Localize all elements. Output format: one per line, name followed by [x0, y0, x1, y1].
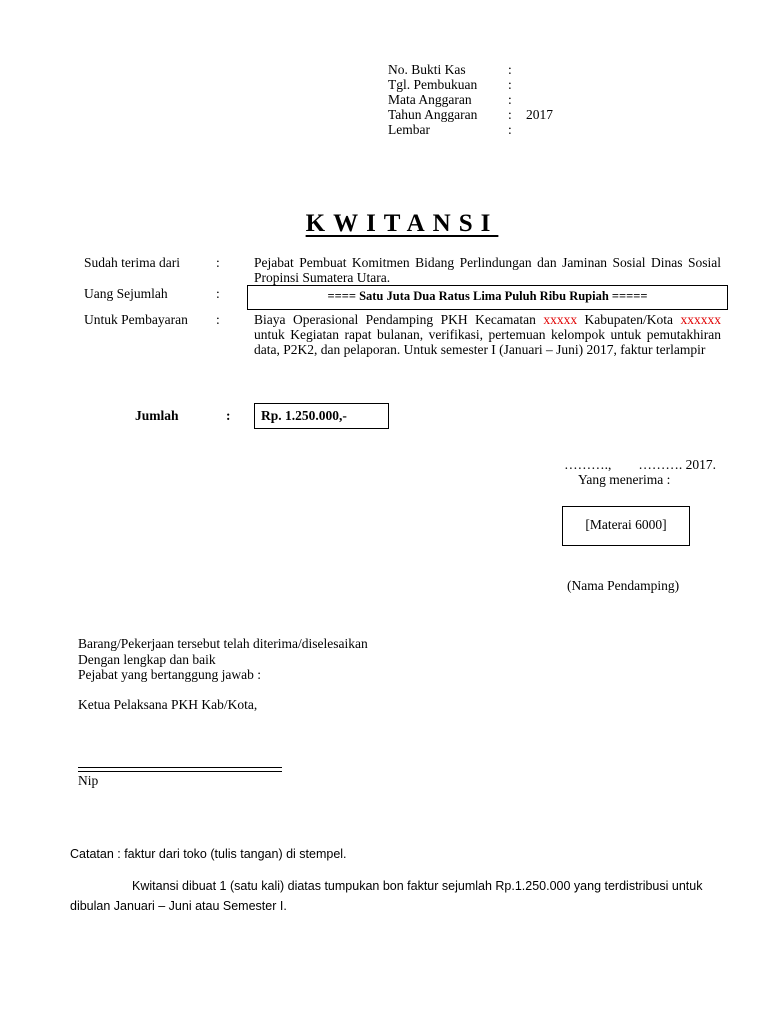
meta-label: No. Bukti Kas: [388, 62, 466, 77]
signature-line: [78, 767, 282, 772]
meta-label: Mata Anggaran: [388, 92, 472, 107]
document-title: KWITANSI: [305, 210, 499, 237]
stamp-box: [562, 506, 690, 546]
approver-position: Ketua Pelaksana PKH Kab/Kota,: [78, 697, 258, 712]
purpose-text-part: Kabupaten/Kota: [577, 312, 681, 327]
date-line: ………., ………. 2017.: [564, 457, 716, 472]
total-amount-box: [254, 403, 389, 429]
purpose-text-part: Biaya Operasional Pendamping PKH Kecamatan: [254, 312, 544, 327]
purpose-text-part: untuk Kegiatan rapat bulanan, verifikasi, pertemuan kelompok untuk pemutakhiran data, P2K2, dan pelaporan. Untuk semester I (Januari – Juni) 2017, faktur terlampir: [254, 327, 721, 357]
note-text: Catatan : faktur dari toko (tulis tangan) di stempel.: [70, 847, 347, 861]
stamp-label: [Materai 6000]: [585, 517, 667, 532]
meta-colon: :: [508, 107, 512, 122]
from-text: Pejabat Pembuat Komitmen Bidang Perlindungan dan Jaminan Sosial Dinas Sosial Propinsi Sumatera Utara.: [254, 255, 721, 285]
nip-label: Nip: [78, 773, 99, 788]
purpose-label: Untuk Pembayaran: [84, 312, 188, 327]
city-placeholder: xxxxxx: [680, 312, 722, 327]
total-label: Jumlah: [135, 408, 179, 423]
purpose-text: [254, 312, 721, 357]
approval-line-3: Pejabat yang bertanggung jawab :: [78, 667, 261, 682]
amount-colon: :: [216, 286, 220, 301]
amount-label: Uang Sejumlah: [84, 286, 168, 301]
meta-colon: :: [508, 77, 512, 92]
approval-line-1: Barang/Pekerjaan tersebut telah diterima/diselesaikan: [78, 636, 368, 651]
meta-label: Tahun Anggaran: [388, 107, 478, 122]
district-placeholder: xxxxx: [543, 312, 578, 327]
meta-label: Lembar: [388, 122, 430, 137]
from-label: Sudah terima dari: [84, 255, 180, 270]
meta-value: 2017: [526, 107, 553, 122]
amount-words: ==== Satu Juta Dua Ratus Lima Puluh Ribu Rupiah =====: [327, 289, 648, 303]
recipient-label: Yang menerima :: [578, 472, 671, 487]
meta-label: Tgl. Pembukuan: [388, 77, 478, 92]
purpose-colon: :: [216, 312, 220, 327]
amount-words-box: [247, 285, 728, 310]
meta-colon: :: [508, 62, 512, 77]
from-colon: :: [216, 255, 220, 270]
note-body: Kwitansi dibuat 1 (satu kali) diatas tumpukan bon faktur sejumlah Rp.1.250.000 yang terdistribusi untuk dibulan Januari – Juni atau Semester I.: [70, 879, 703, 913]
recipient-name: (Nama Pendamping): [567, 578, 680, 593]
meta-colon: :: [508, 92, 512, 107]
total-amount: Rp. 1.250.000,-: [261, 408, 347, 423]
total-colon: :: [226, 408, 231, 423]
meta-colon: :: [508, 122, 512, 137]
approval-line-2: Dengan lengkap dan baik: [78, 652, 216, 667]
